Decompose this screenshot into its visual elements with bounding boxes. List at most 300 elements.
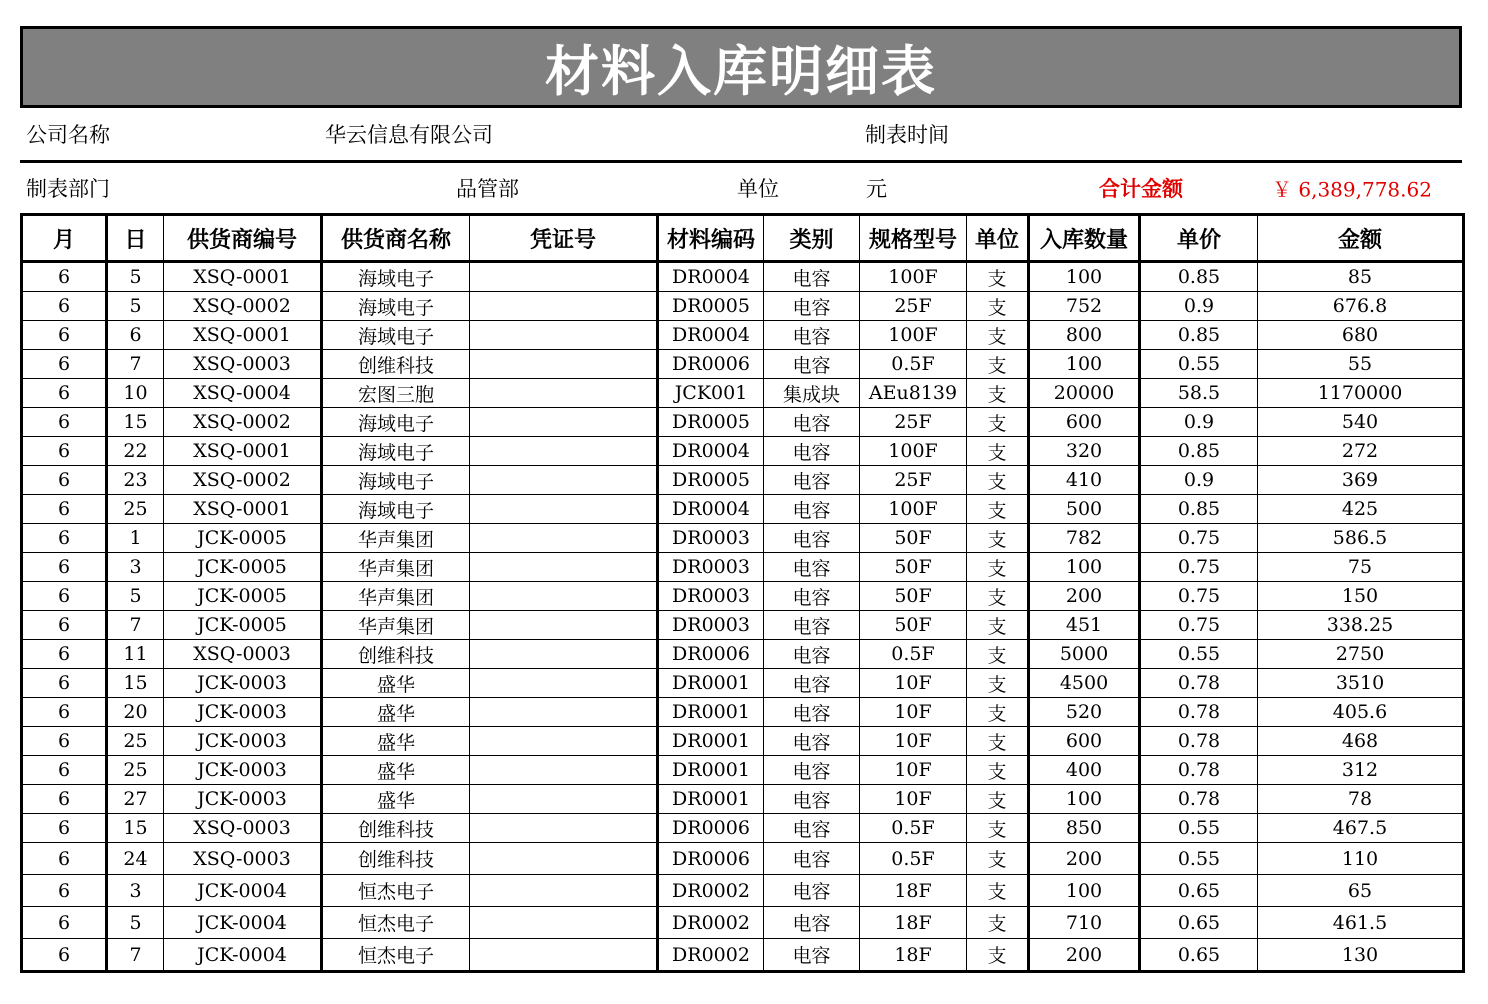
- cell-supplier-name[interactable]: 海域电子: [322, 408, 470, 437]
- cell-supplier-id[interactable]: XSQ-0003: [164, 843, 322, 875]
- cell-amount[interactable]: 425: [1258, 495, 1464, 524]
- cell-supplier-id[interactable]: JCK-0005: [164, 582, 322, 611]
- cell-day[interactable]: 1: [107, 524, 164, 553]
- cell-amount[interactable]: 338.25: [1258, 611, 1464, 640]
- cell-month[interactable]: 6: [22, 698, 107, 727]
- cell-quantity[interactable]: 5000: [1029, 640, 1140, 669]
- cell-material-code[interactable]: DR0003: [658, 611, 764, 640]
- cell-spec[interactable]: 100F: [860, 262, 967, 292]
- cell-day[interactable]: 25: [107, 756, 164, 785]
- cell-month[interactable]: 6: [22, 582, 107, 611]
- cell-voucher-no[interactable]: [470, 814, 658, 843]
- cell-supplier-id[interactable]: XSQ-0003: [164, 640, 322, 669]
- cell-unit[interactable]: 支: [967, 321, 1029, 350]
- cell-material-code[interactable]: DR0006: [658, 814, 764, 843]
- cell-amount[interactable]: 150: [1258, 582, 1464, 611]
- cell-material-code[interactable]: DR0001: [658, 698, 764, 727]
- cell-voucher-no[interactable]: [470, 727, 658, 756]
- cell-month[interactable]: 6: [22, 669, 107, 698]
- cell-category[interactable]: 电容: [764, 582, 860, 611]
- cell-spec[interactable]: 10F: [860, 669, 967, 698]
- cell-supplier-id[interactable]: XSQ-0001: [164, 437, 322, 466]
- cell-voucher-no[interactable]: [470, 321, 658, 350]
- cell-voucher-no[interactable]: [470, 262, 658, 292]
- cell-quantity[interactable]: 600: [1029, 408, 1140, 437]
- cell-unit-price[interactable]: 0.78: [1140, 698, 1258, 727]
- cell-unit-price[interactable]: 0.85: [1140, 262, 1258, 292]
- cell-voucher-no[interactable]: [470, 785, 658, 814]
- cell-unit[interactable]: 支: [967, 727, 1029, 756]
- cell-month[interactable]: 6: [22, 785, 107, 814]
- cell-quantity[interactable]: 600: [1029, 727, 1140, 756]
- cell-amount[interactable]: 405.6: [1258, 698, 1464, 727]
- cell-quantity[interactable]: 800: [1029, 321, 1140, 350]
- cell-supplier-id[interactable]: JCK-0004: [164, 939, 322, 972]
- cell-spec[interactable]: 10F: [860, 727, 967, 756]
- cell-spec[interactable]: 18F: [860, 875, 967, 907]
- cell-voucher-no[interactable]: [470, 611, 658, 640]
- cell-amount[interactable]: 272: [1258, 437, 1464, 466]
- cell-category[interactable]: 电容: [764, 843, 860, 875]
- cell-quantity[interactable]: 850: [1029, 814, 1140, 843]
- cell-day[interactable]: 15: [107, 408, 164, 437]
- cell-quantity[interactable]: 520: [1029, 698, 1140, 727]
- cell-unit-price[interactable]: 0.78: [1140, 727, 1258, 756]
- cell-day[interactable]: 7: [107, 350, 164, 379]
- cell-material-code[interactable]: DR0001: [658, 669, 764, 698]
- cell-day[interactable]: 27: [107, 785, 164, 814]
- cell-amount[interactable]: 55: [1258, 350, 1464, 379]
- cell-voucher-no[interactable]: [470, 466, 658, 495]
- cell-category[interactable]: 电容: [764, 262, 860, 292]
- cell-supplier-name[interactable]: 海域电子: [322, 292, 470, 321]
- cell-quantity[interactable]: 200: [1029, 582, 1140, 611]
- cell-category[interactable]: 电容: [764, 495, 860, 524]
- cell-unit[interactable]: 支: [967, 640, 1029, 669]
- cell-supplier-id[interactable]: JCK-0004: [164, 907, 322, 939]
- cell-category[interactable]: 电容: [764, 292, 860, 321]
- cell-supplier-name[interactable]: 创维科技: [322, 814, 470, 843]
- cell-amount[interactable]: 461.5: [1258, 907, 1464, 939]
- cell-quantity[interactable]: 320: [1029, 437, 1140, 466]
- cell-day[interactable]: 20: [107, 698, 164, 727]
- cell-unit[interactable]: 支: [967, 582, 1029, 611]
- cell-spec[interactable]: 100F: [860, 437, 967, 466]
- cell-material-code[interactable]: DR0004: [658, 437, 764, 466]
- cell-month[interactable]: 6: [22, 495, 107, 524]
- cell-day[interactable]: 3: [107, 553, 164, 582]
- cell-voucher-no[interactable]: [470, 756, 658, 785]
- cell-day[interactable]: 5: [107, 582, 164, 611]
- cell-unit[interactable]: 支: [967, 875, 1029, 907]
- cell-unit-price[interactable]: 0.55: [1140, 843, 1258, 875]
- cell-unit-price[interactable]: 0.78: [1140, 669, 1258, 698]
- column-header-month[interactable]: 月: [22, 215, 107, 262]
- cell-supplier-id[interactable]: XSQ-0001: [164, 262, 322, 292]
- cell-month[interactable]: 6: [22, 379, 107, 408]
- cell-day[interactable]: 22: [107, 437, 164, 466]
- cell-category[interactable]: 电容: [764, 939, 860, 972]
- cell-supplier-name[interactable]: 宏图三胞: [322, 379, 470, 408]
- cell-category[interactable]: 电容: [764, 321, 860, 350]
- cell-supplier-name[interactable]: 创维科技: [322, 843, 470, 875]
- cell-unit-price[interactable]: 0.65: [1140, 907, 1258, 939]
- cell-month[interactable]: 6: [22, 553, 107, 582]
- cell-unit-price[interactable]: 0.75: [1140, 582, 1258, 611]
- cell-category[interactable]: 电容: [764, 698, 860, 727]
- cell-unit[interactable]: 支: [967, 524, 1029, 553]
- cell-voucher-no[interactable]: [470, 524, 658, 553]
- cell-quantity[interactable]: 710: [1029, 907, 1140, 939]
- cell-unit[interactable]: 支: [967, 350, 1029, 379]
- cell-month[interactable]: 6: [22, 640, 107, 669]
- cell-month[interactable]: 6: [22, 611, 107, 640]
- cell-quantity[interactable]: 451: [1029, 611, 1140, 640]
- cell-spec[interactable]: 25F: [860, 292, 967, 321]
- cell-quantity[interactable]: 4500: [1029, 669, 1140, 698]
- cell-material-code[interactable]: DR0004: [658, 262, 764, 292]
- cell-quantity[interactable]: 752: [1029, 292, 1140, 321]
- cell-spec[interactable]: 18F: [860, 907, 967, 939]
- cell-material-code[interactable]: DR0006: [658, 640, 764, 669]
- cell-category[interactable]: 电容: [764, 907, 860, 939]
- cell-amount[interactable]: 540: [1258, 408, 1464, 437]
- column-header-spec[interactable]: 规格型号: [860, 215, 967, 262]
- column-header-amount[interactable]: 金额: [1258, 215, 1464, 262]
- column-header-unit-price[interactable]: 单价: [1140, 215, 1258, 262]
- cell-day[interactable]: 11: [107, 640, 164, 669]
- column-header-category[interactable]: 类别: [764, 215, 860, 262]
- cell-month[interactable]: 6: [22, 907, 107, 939]
- cell-unit-price[interactable]: 0.75: [1140, 553, 1258, 582]
- cell-supplier-id[interactable]: XSQ-0003: [164, 350, 322, 379]
- cell-supplier-id[interactable]: JCK-0004: [164, 875, 322, 907]
- cell-day[interactable]: 5: [107, 907, 164, 939]
- cell-spec[interactable]: 10F: [860, 698, 967, 727]
- cell-spec[interactable]: 50F: [860, 611, 967, 640]
- cell-category[interactable]: 电容: [764, 466, 860, 495]
- cell-month[interactable]: 6: [22, 939, 107, 972]
- cell-spec[interactable]: 0.5F: [860, 350, 967, 379]
- cell-category[interactable]: 电容: [764, 640, 860, 669]
- column-header-day[interactable]: 日: [107, 215, 164, 262]
- cell-material-code[interactable]: DR0003: [658, 582, 764, 611]
- cell-voucher-no[interactable]: [470, 669, 658, 698]
- company-value[interactable]: 华云信息有限公司: [325, 123, 493, 147]
- cell-spec[interactable]: 50F: [860, 582, 967, 611]
- cell-supplier-id[interactable]: JCK-0003: [164, 727, 322, 756]
- cell-material-code[interactable]: DR0001: [658, 727, 764, 756]
- column-header-supplier-id[interactable]: 供货商编号: [164, 215, 322, 262]
- cell-quantity[interactable]: 400: [1029, 756, 1140, 785]
- cell-spec[interactable]: 0.5F: [860, 814, 967, 843]
- cell-unit-price[interactable]: 0.55: [1140, 814, 1258, 843]
- unit-value[interactable]: 元: [866, 177, 887, 201]
- cell-unit[interactable]: 支: [967, 756, 1029, 785]
- cell-unit-price[interactable]: 0.9: [1140, 292, 1258, 321]
- cell-material-code[interactable]: DR0004: [658, 321, 764, 350]
- cell-unit[interactable]: 支: [967, 466, 1029, 495]
- column-header-unit[interactable]: 单位: [967, 215, 1029, 262]
- cell-spec[interactable]: 25F: [860, 466, 967, 495]
- cell-amount[interactable]: 586.5: [1258, 524, 1464, 553]
- cell-voucher-no[interactable]: [470, 843, 658, 875]
- cell-material-code[interactable]: DR0002: [658, 907, 764, 939]
- cell-supplier-id[interactable]: XSQ-0002: [164, 466, 322, 495]
- cell-month[interactable]: 6: [22, 756, 107, 785]
- cell-unit-price[interactable]: 0.65: [1140, 939, 1258, 972]
- cell-month[interactable]: 6: [22, 727, 107, 756]
- cell-amount[interactable]: 2750: [1258, 640, 1464, 669]
- cell-supplier-name[interactable]: 海域电子: [322, 466, 470, 495]
- cell-unit-price[interactable]: 0.55: [1140, 640, 1258, 669]
- cell-unit[interactable]: 支: [967, 408, 1029, 437]
- cell-day[interactable]: 10: [107, 379, 164, 408]
- cell-voucher-no[interactable]: [470, 939, 658, 972]
- cell-day[interactable]: 5: [107, 292, 164, 321]
- cell-unit[interactable]: 支: [967, 553, 1029, 582]
- cell-day[interactable]: 7: [107, 939, 164, 972]
- cell-quantity[interactable]: 100: [1029, 553, 1140, 582]
- cell-day[interactable]: 7: [107, 611, 164, 640]
- cell-voucher-no[interactable]: [470, 582, 658, 611]
- cell-month[interactable]: 6: [22, 814, 107, 843]
- cell-month[interactable]: 6: [22, 875, 107, 907]
- cell-supplier-name[interactable]: 海域电子: [322, 437, 470, 466]
- cell-unit[interactable]: 支: [967, 292, 1029, 321]
- cell-day[interactable]: 6: [107, 321, 164, 350]
- cell-amount[interactable]: 680: [1258, 321, 1464, 350]
- cell-unit-price[interactable]: 0.75: [1140, 611, 1258, 640]
- cell-amount[interactable]: 130: [1258, 939, 1464, 972]
- cell-amount[interactable]: 467.5: [1258, 814, 1464, 843]
- cell-category[interactable]: 电容: [764, 553, 860, 582]
- cell-category[interactable]: 电容: [764, 437, 860, 466]
- cell-spec[interactable]: 25F: [860, 408, 967, 437]
- cell-spec[interactable]: 100F: [860, 495, 967, 524]
- cell-quantity[interactable]: 410: [1029, 466, 1140, 495]
- cell-supplier-id[interactable]: JCK-0005: [164, 524, 322, 553]
- cell-supplier-id[interactable]: JCK-0005: [164, 553, 322, 582]
- cell-unit-price[interactable]: 0.75: [1140, 524, 1258, 553]
- cell-supplier-name[interactable]: 恒杰电子: [322, 875, 470, 907]
- cell-quantity[interactable]: 200: [1029, 939, 1140, 972]
- cell-supplier-name[interactable]: 华声集团: [322, 553, 470, 582]
- cell-quantity[interactable]: 100: [1029, 262, 1140, 292]
- cell-material-code[interactable]: DR0002: [658, 939, 764, 972]
- cell-amount[interactable]: 312: [1258, 756, 1464, 785]
- cell-category[interactable]: 电容: [764, 669, 860, 698]
- cell-unit[interactable]: 支: [967, 262, 1029, 292]
- cell-unit[interactable]: 支: [967, 611, 1029, 640]
- cell-spec[interactable]: 10F: [860, 785, 967, 814]
- cell-month[interactable]: 6: [22, 466, 107, 495]
- cell-supplier-id[interactable]: JCK-0005: [164, 611, 322, 640]
- cell-material-code[interactable]: DR0003: [658, 524, 764, 553]
- cell-amount[interactable]: 85: [1258, 262, 1464, 292]
- cell-month[interactable]: 6: [22, 321, 107, 350]
- column-header-quantity[interactable]: 入库数量: [1029, 215, 1140, 262]
- cell-spec[interactable]: 100F: [860, 321, 967, 350]
- cell-supplier-id[interactable]: XSQ-0003: [164, 814, 322, 843]
- cell-category[interactable]: 电容: [764, 814, 860, 843]
- cell-day[interactable]: 25: [107, 727, 164, 756]
- cell-voucher-no[interactable]: [470, 437, 658, 466]
- cell-spec[interactable]: 10F: [860, 756, 967, 785]
- cell-unit[interactable]: 支: [967, 495, 1029, 524]
- cell-unit-price[interactable]: 0.55: [1140, 350, 1258, 379]
- dept-value[interactable]: 品管部: [456, 177, 519, 201]
- cell-voucher-no[interactable]: [470, 292, 658, 321]
- cell-unit-price[interactable]: 0.9: [1140, 408, 1258, 437]
- cell-voucher-no[interactable]: [470, 495, 658, 524]
- cell-unit[interactable]: 支: [967, 437, 1029, 466]
- cell-supplier-name[interactable]: 恒杰电子: [322, 907, 470, 939]
- cell-unit[interactable]: 支: [967, 379, 1029, 408]
- cell-material-code[interactable]: DR0005: [658, 292, 764, 321]
- cell-supplier-name[interactable]: 华声集团: [322, 582, 470, 611]
- cell-supplier-id[interactable]: JCK-0003: [164, 669, 322, 698]
- cell-supplier-name[interactable]: 华声集团: [322, 611, 470, 640]
- cell-amount[interactable]: 110: [1258, 843, 1464, 875]
- cell-spec[interactable]: 18F: [860, 939, 967, 972]
- cell-supplier-id[interactable]: JCK-0003: [164, 698, 322, 727]
- cell-voucher-no[interactable]: [470, 350, 658, 379]
- cell-category[interactable]: 电容: [764, 408, 860, 437]
- cell-supplier-name[interactable]: 盛华: [322, 698, 470, 727]
- cell-quantity[interactable]: 100: [1029, 350, 1140, 379]
- cell-quantity[interactable]: 782: [1029, 524, 1140, 553]
- cell-category[interactable]: 电容: [764, 756, 860, 785]
- cell-supplier-name[interactable]: 盛华: [322, 727, 470, 756]
- column-header-voucher-no[interactable]: 凭证号: [470, 215, 658, 262]
- cell-category[interactable]: 电容: [764, 727, 860, 756]
- cell-supplier-name[interactable]: 华声集团: [322, 524, 470, 553]
- cell-month[interactable]: 6: [22, 292, 107, 321]
- cell-supplier-name[interactable]: 海域电子: [322, 262, 470, 292]
- cell-day[interactable]: 24: [107, 843, 164, 875]
- cell-category[interactable]: 电容: [764, 785, 860, 814]
- cell-month[interactable]: 6: [22, 262, 107, 292]
- cell-unit[interactable]: 支: [967, 939, 1029, 972]
- cell-unit-price[interactable]: 0.78: [1140, 756, 1258, 785]
- cell-category[interactable]: 电容: [764, 611, 860, 640]
- cell-quantity[interactable]: 100: [1029, 785, 1140, 814]
- cell-material-code[interactable]: DR0002: [658, 875, 764, 907]
- cell-spec[interactable]: 0.5F: [860, 640, 967, 669]
- cell-amount[interactable]: 65: [1258, 875, 1464, 907]
- cell-category[interactable]: 电容: [764, 350, 860, 379]
- cell-supplier-id[interactable]: XSQ-0001: [164, 495, 322, 524]
- cell-quantity[interactable]: 200: [1029, 843, 1140, 875]
- cell-quantity[interactable]: 500: [1029, 495, 1140, 524]
- cell-material-code[interactable]: DR0003: [658, 553, 764, 582]
- cell-unit-price[interactable]: 58.5: [1140, 379, 1258, 408]
- cell-supplier-id[interactable]: JCK-0003: [164, 756, 322, 785]
- cell-spec[interactable]: 50F: [860, 524, 967, 553]
- cell-unit-price[interactable]: 0.85: [1140, 321, 1258, 350]
- cell-voucher-no[interactable]: [470, 640, 658, 669]
- cell-voucher-no[interactable]: [470, 379, 658, 408]
- cell-unit[interactable]: 支: [967, 814, 1029, 843]
- cell-voucher-no[interactable]: [470, 408, 658, 437]
- cell-month[interactable]: 6: [22, 408, 107, 437]
- cell-quantity[interactable]: 100: [1029, 875, 1140, 907]
- cell-day[interactable]: 25: [107, 495, 164, 524]
- cell-supplier-id[interactable]: XSQ-0002: [164, 408, 322, 437]
- cell-category[interactable]: 集成块: [764, 379, 860, 408]
- cell-spec[interactable]: 0.5F: [860, 843, 967, 875]
- cell-material-code[interactable]: DR0001: [658, 756, 764, 785]
- cell-quantity[interactable]: 20000: [1029, 379, 1140, 408]
- total-amount[interactable]: ￥ 6,389,778.62: [1272, 177, 1432, 202]
- cell-voucher-no[interactable]: [470, 698, 658, 727]
- cell-supplier-name[interactable]: 海域电子: [322, 495, 470, 524]
- cell-supplier-id[interactable]: XSQ-0002: [164, 292, 322, 321]
- cell-material-code[interactable]: DR0001: [658, 785, 764, 814]
- cell-voucher-no[interactable]: [470, 875, 658, 907]
- cell-amount[interactable]: 75: [1258, 553, 1464, 582]
- cell-supplier-id[interactable]: JCK-0003: [164, 785, 322, 814]
- cell-amount[interactable]: 369: [1258, 466, 1464, 495]
- cell-amount[interactable]: 468: [1258, 727, 1464, 756]
- cell-day[interactable]: 3: [107, 875, 164, 907]
- column-header-material-code[interactable]: 材料编码: [658, 215, 764, 262]
- cell-unit-price[interactable]: 0.65: [1140, 875, 1258, 907]
- cell-supplier-name[interactable]: 盛华: [322, 669, 470, 698]
- cell-month[interactable]: 6: [22, 843, 107, 875]
- cell-unit-price[interactable]: 0.85: [1140, 437, 1258, 466]
- cell-voucher-no[interactable]: [470, 907, 658, 939]
- cell-material-code[interactable]: DR0005: [658, 466, 764, 495]
- cell-unit-price[interactable]: 0.85: [1140, 495, 1258, 524]
- cell-unit[interactable]: 支: [967, 907, 1029, 939]
- cell-supplier-name[interactable]: 盛华: [322, 756, 470, 785]
- cell-category[interactable]: 电容: [764, 875, 860, 907]
- cell-amount[interactable]: 1170000: [1258, 379, 1464, 408]
- cell-day[interactable]: 15: [107, 669, 164, 698]
- cell-material-code[interactable]: DR0004: [658, 495, 764, 524]
- cell-supplier-name[interactable]: 创维科技: [322, 640, 470, 669]
- cell-amount[interactable]: 3510: [1258, 669, 1464, 698]
- cell-unit-price[interactable]: 0.78: [1140, 785, 1258, 814]
- cell-material-code[interactable]: DR0005: [658, 408, 764, 437]
- cell-voucher-no[interactable]: [470, 553, 658, 582]
- cell-unit[interactable]: 支: [967, 843, 1029, 875]
- cell-month[interactable]: 6: [22, 437, 107, 466]
- cell-material-code[interactable]: JCK001: [658, 379, 764, 408]
- cell-amount[interactable]: 676.8: [1258, 292, 1464, 321]
- cell-day[interactable]: 23: [107, 466, 164, 495]
- cell-month[interactable]: 6: [22, 524, 107, 553]
- cell-amount[interactable]: 78: [1258, 785, 1464, 814]
- cell-material-code[interactable]: DR0006: [658, 350, 764, 379]
- cell-supplier-name[interactable]: 恒杰电子: [322, 939, 470, 972]
- column-header-supplier-name[interactable]: 供货商名称: [322, 215, 470, 262]
- cell-supplier-name[interactable]: 盛华: [322, 785, 470, 814]
- cell-day[interactable]: 5: [107, 262, 164, 292]
- cell-supplier-id[interactable]: XSQ-0001: [164, 321, 322, 350]
- cell-unit-price[interactable]: 0.9: [1140, 466, 1258, 495]
- cell-material-code[interactable]: DR0006: [658, 843, 764, 875]
- cell-spec[interactable]: AEu8139: [860, 379, 967, 408]
- cell-day[interactable]: 15: [107, 814, 164, 843]
- cell-unit[interactable]: 支: [967, 669, 1029, 698]
- cell-supplier-name[interactable]: 创维科技: [322, 350, 470, 379]
- cell-supplier-id[interactable]: XSQ-0004: [164, 379, 322, 408]
- cell-month[interactable]: 6: [22, 350, 107, 379]
- cell-unit[interactable]: 支: [967, 785, 1029, 814]
